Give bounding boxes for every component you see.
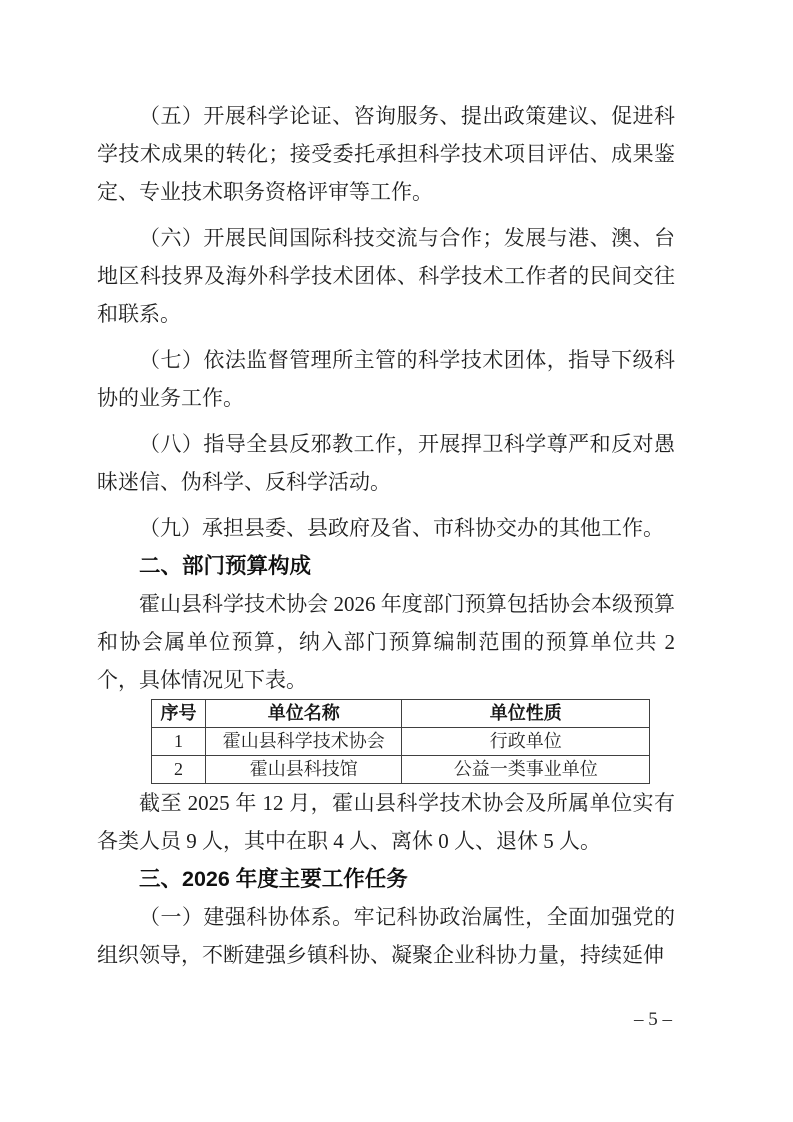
paragraph-budget-overview: 霍山县科学技术协会 2026 年度部门预算包括协会本级预算和协会属单位预算，纳入部门预算编制范围的预算单位共 2 个，具体情况见下表。: [97, 592, 675, 692]
table-row: [152, 756, 650, 784]
paragraph-staff-count: 截至 2025 年 12 月，霍山县科学技术协会及所属单位实有各类人员 9 人，其中在职 4 人、离休 0 人、退休 5 人。: [97, 791, 675, 853]
paragraph-duty-8: （八）指导全县反邪教工作，开展捍卫科学尊严和反对愚昧迷信、伪科学、反科学活动。: [97, 432, 675, 494]
page-number: – 5 –: [634, 1009, 672, 1030]
table-cell-unit-name: 霍山县科技馆: [206, 756, 402, 784]
table-header-cell-unit-type: 单位性质: [402, 700, 650, 728]
table-header-cell-index: 序号: [152, 700, 206, 728]
heading-budget-composition: 二、部门预算构成: [139, 554, 312, 578]
paragraph-duty-5: （五）开展科学论证、咨询服务、提出政策建议、促进科学技术成果的转化；接受委托承担科学技术项目评估、成果鉴定、专业技术职务资格评审等工作。: [97, 104, 675, 204]
table-cell-unit-name: 霍山县科学技术协会: [206, 728, 402, 756]
budget-units-table: [151, 699, 650, 784]
paragraph-task-1: （一）建强科协体系。牢记科协政治属性，全面加强党的组织领导，不断建强乡镇科协、凝聚企业科协力量，持续延伸: [97, 905, 675, 967]
table-cell-unit-type: 公益一类事业单位: [402, 756, 650, 784]
table-cell-index: 2: [152, 756, 206, 784]
table-cell-unit-type: 行政单位: [402, 728, 650, 756]
table-header-cell-unit-name: 单位名称: [206, 700, 402, 728]
paragraph-duty-6: （六）开展民间国际科技交流与合作；发展与港、澳、台地区科技界及海外科学技术团体、科学技术工作者的民间交往和联系。: [97, 226, 675, 326]
table-header-row: [152, 700, 650, 728]
table-cell-index: 1: [152, 728, 206, 756]
paragraph-duty-9: （九）承担县委、县政府及省、市科协交办的其他工作。: [139, 516, 664, 540]
table-row: [152, 728, 650, 756]
paragraph-duty-7: （七）依法监督管理所主管的科学技术团体，指导下级科协的业务工作。: [97, 348, 675, 410]
heading-work-tasks: 三、2026 年度主要工作任务: [139, 867, 408, 891]
